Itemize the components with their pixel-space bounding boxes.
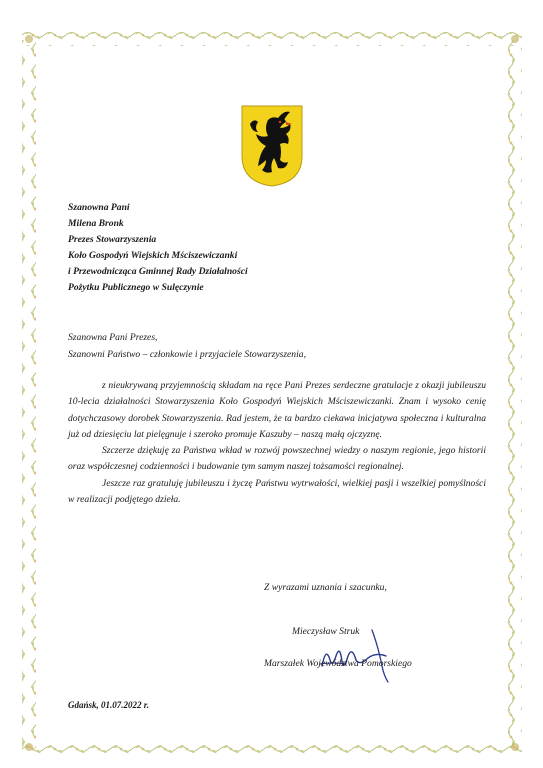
addressee-line: Prezes Stowarzyszenia <box>68 234 157 245</box>
addressee-line: Koło Gospodyń Wiejskich Mściszewiczanki <box>68 250 238 261</box>
place-and-date: Gdańsk, 01.07.2022 r. <box>68 700 150 710</box>
body-paragraph: z nieukrywaną przyjemnością składam na ręce Pani Prezes serdeczne gratulacje z okazji jubileuszu 10-lecia działalności Stowarzyszenia Koło Gospodyń Wiejskich Mściszewiczanki. Znam i wysoko cenię dotychczasowy dorobek Stowarzyszenia. Rad jestem, że ta bardzo ciekawa inicjatywa społeczna i kulturalna już od dziesięciu lat pielęgnuje i szeroko promuje Kaszuby – naszą małą ojczyznę. <box>68 380 486 440</box>
pomeranian-griffin-coat-of-arms-icon <box>240 104 304 188</box>
signatory-name: Mieczysław Struk <box>292 626 360 637</box>
handwritten-signature <box>312 626 402 686</box>
addressee-block <box>68 200 488 296</box>
body-paragraph: Szczerze dziękuję za Państwa wkład w rozwój powszechnej wiedzy o naszym regionie, jego historii oraz współczesnej codzienności i budowanie tym samym naszej tożsamości regionalnej. <box>68 445 486 473</box>
addressee-line: Pożytku Publicznego w Sulęczynie <box>68 282 204 293</box>
addressee-line: Szanowna Pani <box>68 202 130 213</box>
body-paragraph: Jeszcze raz gratuluję jubileuszu i życzę Państwu wytrwałości, wielkiej pasji i wszelkiej pomyślności w realizacji podjętego dzieła. <box>68 477 486 506</box>
addressee-name: Milena Bronk <box>68 218 124 229</box>
salutation <box>68 330 488 363</box>
salutation-line: Szanowna Pani Prezes, <box>68 332 158 343</box>
closing-phrase: Z wyrazami uznania i szacunku, <box>264 582 387 593</box>
addressee-line: i Przewodnicząca Gminnej Rady Działalności <box>68 266 248 277</box>
signatory-title: Marszałek Województwa Pomorskiego <box>264 658 412 669</box>
letter-body <box>68 378 486 508</box>
salutation-line: Szanowni Państwo – członkowie i przyjaciele Stowarzyszenia, <box>68 348 306 360</box>
